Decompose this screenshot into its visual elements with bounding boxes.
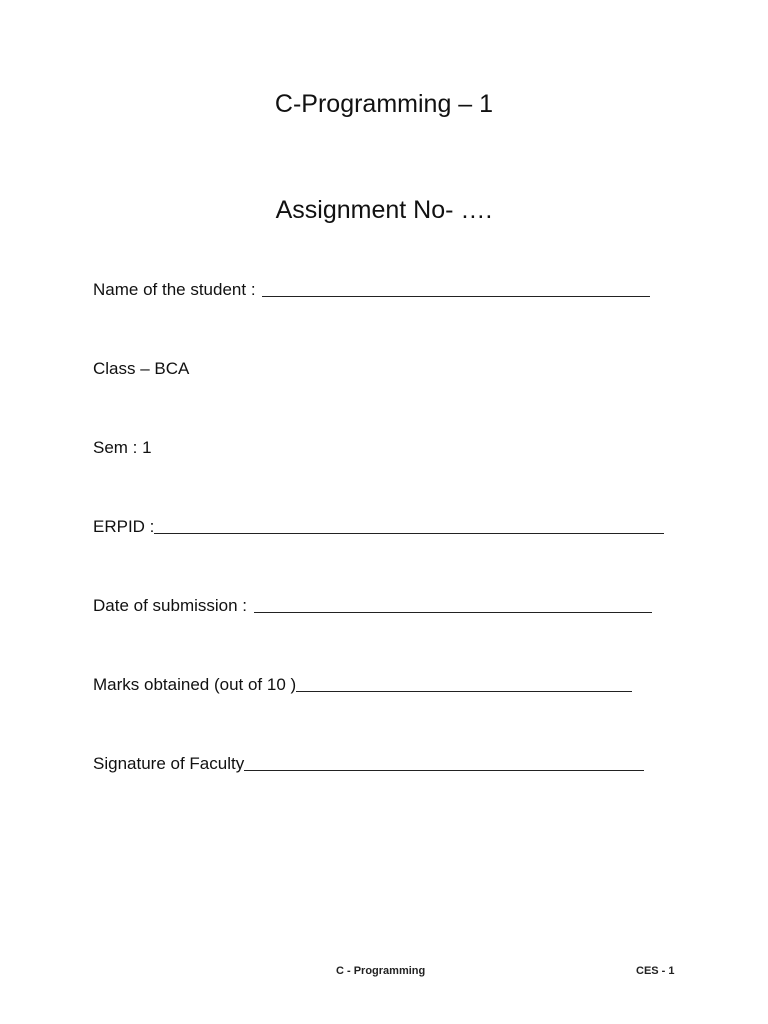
assignment-heading: Assignment No- …. [275,196,493,224]
marks-blank-line [296,689,632,692]
submission-date-blank-line [254,610,652,613]
faculty-signature-label: Signature of Faculty [93,754,245,773]
class-field [93,359,189,379]
student-name-label: Name of the student : [93,280,261,299]
marks-label: Marks obtained (out of 10 ) [93,675,297,694]
erpid-label: ERPID : [93,517,155,536]
erpid-field [93,517,664,537]
class-label: Class – BCA [93,359,190,378]
footer-course: C - Programming [336,965,426,977]
submission-date-label: Date of submission : [93,596,252,615]
semester-field [93,438,152,458]
marks-field [93,675,632,695]
page-title: C-Programming – 1 [274,90,494,118]
student-name-field [93,280,650,300]
footer-page-code: CES - 1 [636,965,675,977]
erpid-blank-line [154,531,664,534]
student-name-blank-line [262,294,650,297]
semester-label: Sem : 1 [93,438,152,457]
faculty-signature-field [93,754,644,774]
faculty-signature-blank-line [244,768,644,771]
submission-date-field [93,596,652,616]
